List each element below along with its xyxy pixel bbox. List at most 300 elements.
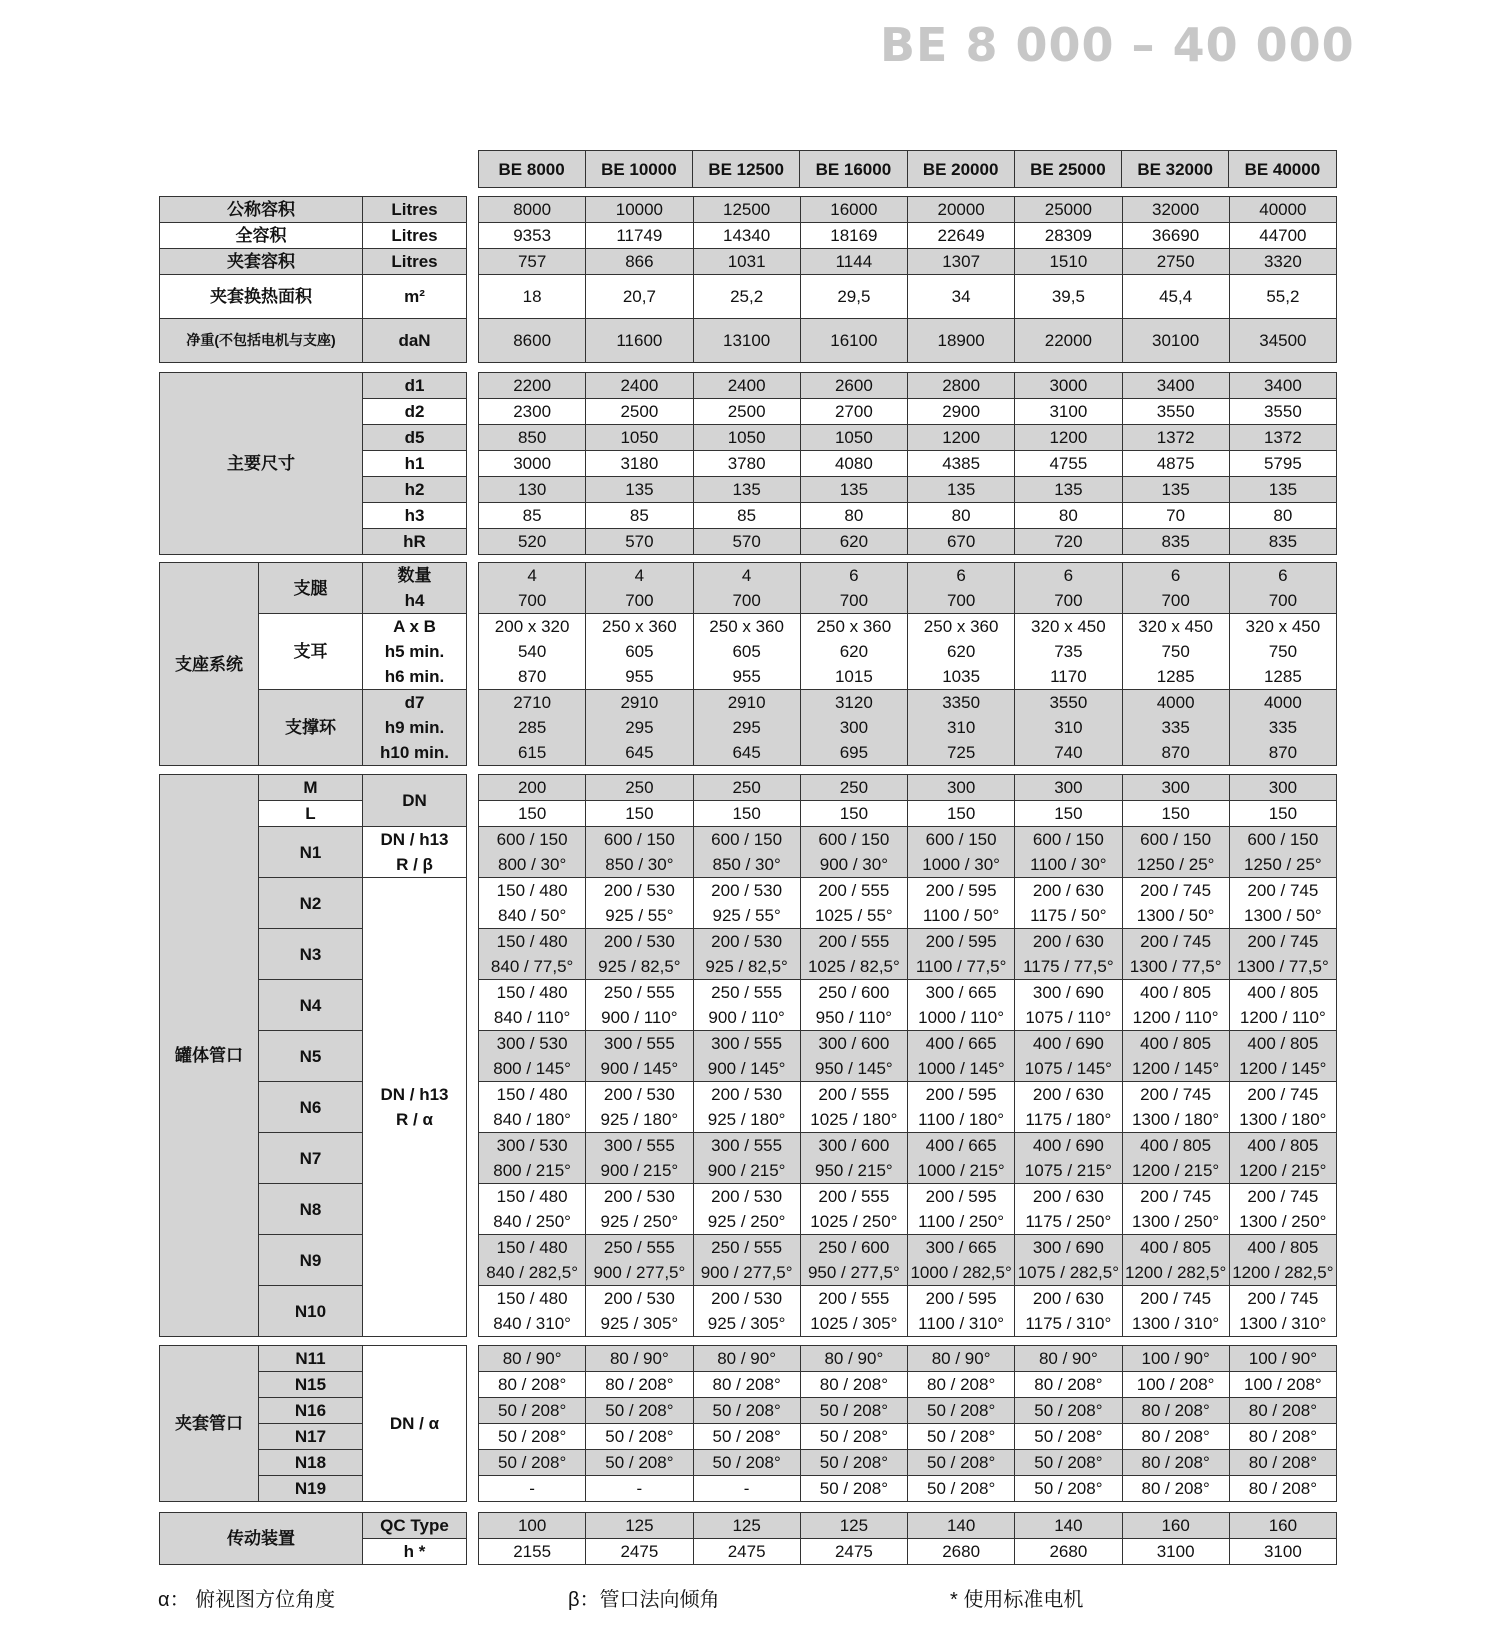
- row-key: d2: [363, 399, 467, 425]
- value-cell: -: [693, 1476, 800, 1502]
- value-cell: 400 / 690 1075 / 145°: [1015, 1031, 1122, 1082]
- value-cell: 55,2: [1229, 275, 1336, 319]
- value-cell: 4080: [800, 451, 907, 477]
- value-cell: 2500: [586, 399, 693, 425]
- value-cell: 200 / 745 1300 / 77,5°: [1229, 929, 1336, 980]
- value-cell: 50 / 208°: [1015, 1398, 1122, 1424]
- column-gap: [467, 980, 479, 1031]
- group-label: 传动装置: [160, 1513, 363, 1565]
- value-cell: 720: [1015, 529, 1122, 555]
- row-key: L: [259, 801, 363, 827]
- value-cell: 1050: [586, 425, 693, 451]
- value-cell: 85: [479, 503, 586, 529]
- value-cell: 50 / 208°: [693, 1398, 800, 1424]
- group-label: 罐体管口: [160, 775, 259, 1337]
- value-cell: -: [479, 1476, 586, 1502]
- value-cell: 1050: [693, 425, 800, 451]
- value-cell: 150: [908, 801, 1015, 827]
- subgroup-label: 支撑环: [259, 690, 363, 766]
- value-cell: 3400: [1229, 373, 1336, 399]
- value-cell: 1200: [1015, 425, 1122, 451]
- column-gap: [467, 1539, 479, 1565]
- row-unit: Litres: [363, 197, 467, 223]
- value-cell: 600 / 150 1100 / 30°: [1015, 827, 1122, 878]
- column-gap: [467, 451, 479, 477]
- value-cell: 100 / 90°: [1229, 1346, 1336, 1372]
- value-cell: 250 / 555 900 / 110°: [586, 980, 693, 1031]
- value-cell: 50 / 208°: [1015, 1450, 1122, 1476]
- value-cell: 100 / 208°: [1229, 1372, 1336, 1398]
- value-cell: 200 / 595 1100 / 50°: [908, 878, 1015, 929]
- value-cell: 200 / 745 1300 / 310°: [1229, 1286, 1336, 1337]
- value-cell: 3400: [1122, 373, 1229, 399]
- note-alpha: α： 俯视图方位角度: [158, 1589, 336, 1611]
- model-header: BE 16000: [800, 151, 907, 188]
- value-cell: 200 / 745 1300 / 250°: [1122, 1184, 1229, 1235]
- value-cell: 200 / 530 925 / 55°: [693, 878, 800, 929]
- value-cell: 4755: [1015, 451, 1122, 477]
- value-cell: 80 / 90°: [908, 1346, 1015, 1372]
- value-cell: 300: [1229, 775, 1336, 801]
- subgroup-label: 支耳: [259, 614, 363, 690]
- value-cell: 12500: [693, 197, 800, 223]
- value-cell: 3100: [1122, 1539, 1229, 1565]
- value-cell: 3000: [1015, 373, 1122, 399]
- model-header: BE 25000: [1014, 151, 1121, 188]
- value-cell: 200 / 530 925 / 82,5°: [586, 929, 693, 980]
- value-cell: 80 / 208°: [1122, 1476, 1229, 1502]
- value-cell: 4 700: [479, 563, 586, 614]
- value-cell: 3550: [1229, 399, 1336, 425]
- value-cell: 135: [693, 477, 800, 503]
- value-cell: 3100: [1229, 1539, 1336, 1565]
- value-cell: 14340: [693, 223, 800, 249]
- group-label: 主要尺寸: [160, 373, 363, 555]
- value-cell: 80 / 208°: [1229, 1398, 1336, 1424]
- value-cell: 6 700: [1229, 563, 1336, 614]
- value-cell: 600 / 150 850 / 30°: [586, 827, 693, 878]
- column-gap: [467, 1235, 479, 1286]
- value-cell: 140: [1015, 1513, 1122, 1539]
- value-cell: 135: [1229, 477, 1336, 503]
- value-cell: 2155: [479, 1539, 586, 1565]
- value-cell: 250 / 555 900 / 110°: [693, 980, 800, 1031]
- value-cell: 200 / 530 925 / 250°: [586, 1184, 693, 1235]
- value-cell: 50 / 208°: [800, 1424, 907, 1450]
- row-key: h3: [363, 503, 467, 529]
- row-key: d5: [363, 425, 467, 451]
- value-cell: 3550: [1122, 399, 1229, 425]
- value-cell: 200 / 630 1175 / 310°: [1015, 1286, 1122, 1337]
- value-cell: 200 / 555 1025 / 180°: [800, 1082, 907, 1133]
- model-header: BE 20000: [907, 151, 1014, 188]
- value-cell: 200 / 530 925 / 55°: [586, 878, 693, 929]
- value-cell: 16000: [800, 197, 907, 223]
- value-cell: 3100: [1015, 399, 1122, 425]
- value-cell: 200 / 530 925 / 180°: [586, 1082, 693, 1133]
- value-cell: 28309: [1015, 223, 1122, 249]
- value-cell: 80 / 208°: [908, 1372, 1015, 1398]
- value-cell: 100: [479, 1513, 586, 1539]
- value-cell: 200 / 555 1025 / 82,5°: [800, 929, 907, 980]
- value-cell: 757: [479, 249, 586, 275]
- row-unit: m²: [363, 275, 467, 319]
- column-gap: [467, 878, 479, 929]
- value-cell: 320 x 450 735 1170: [1015, 614, 1122, 690]
- value-cell: 600 / 150 800 / 30°: [479, 827, 586, 878]
- column-gap: [467, 801, 479, 827]
- value-cell: 4385: [908, 451, 1015, 477]
- value-cell: 50 / 208°: [908, 1450, 1015, 1476]
- value-cell: 400 / 805 1200 / 145°: [1122, 1031, 1229, 1082]
- value-cell: 25000: [1015, 197, 1122, 223]
- value-cell: 80 / 208°: [1122, 1450, 1229, 1476]
- value-cell: 150: [1015, 801, 1122, 827]
- value-cell: 400 / 805 1200 / 282,5°: [1122, 1235, 1229, 1286]
- column-gap: [467, 690, 479, 766]
- value-cell: 80: [1229, 503, 1336, 529]
- value-cell: 300 / 665 1000 / 110°: [908, 980, 1015, 1031]
- value-cell: 20000: [908, 197, 1015, 223]
- value-cell: 400 / 805 1200 / 145°: [1229, 1031, 1336, 1082]
- row-unit: DN / h13 R / α: [363, 878, 467, 1337]
- row-key: N2: [259, 878, 363, 929]
- value-cell: 400 / 805 1200 / 215°: [1122, 1133, 1229, 1184]
- value-cell: 3780: [693, 451, 800, 477]
- value-cell: 250 x 360 605 955: [586, 614, 693, 690]
- value-cell: 70: [1122, 503, 1229, 529]
- row-key: N11: [259, 1346, 363, 1372]
- value-cell: 130: [479, 477, 586, 503]
- value-cell: 160: [1229, 1513, 1336, 1539]
- value-cell: 1307: [908, 249, 1015, 275]
- value-cell: 150: [800, 801, 907, 827]
- value-cell: 30100: [1122, 319, 1229, 363]
- value-cell: 250 / 600 950 / 277,5°: [800, 1235, 907, 1286]
- column-gap: [467, 1372, 479, 1398]
- value-cell: 4 700: [586, 563, 693, 614]
- value-cell: 150 / 480 840 / 282,5°: [479, 1235, 586, 1286]
- value-cell: 80 / 208°: [1229, 1476, 1336, 1502]
- value-cell: 300 / 600 950 / 145°: [800, 1031, 907, 1082]
- row-key: N5: [259, 1031, 363, 1082]
- column-gap: [467, 1513, 479, 1539]
- value-cell: 320 x 450 750 1285: [1229, 614, 1336, 690]
- value-cell: 400 / 805 1200 / 110°: [1122, 980, 1229, 1031]
- value-cell: 1372: [1229, 425, 1336, 451]
- value-cell: 32000: [1122, 197, 1229, 223]
- value-cell: 1200: [908, 425, 1015, 451]
- value-cell: 200 / 745 1300 / 310°: [1122, 1286, 1229, 1337]
- value-cell: 50 / 208°: [800, 1476, 907, 1502]
- row-key: N9: [259, 1235, 363, 1286]
- value-cell: 6 700: [908, 563, 1015, 614]
- value-cell: 670: [908, 529, 1015, 555]
- value-cell: 3320: [1229, 249, 1336, 275]
- value-cell: 80: [800, 503, 907, 529]
- value-cell: 400 / 805 1200 / 282,5°: [1229, 1235, 1336, 1286]
- value-cell: 1144: [800, 249, 907, 275]
- value-cell: 2475: [800, 1539, 907, 1565]
- value-cell: 2475: [586, 1539, 693, 1565]
- value-cell: 600 / 150 900 / 30°: [800, 827, 907, 878]
- value-cell: 140: [908, 1513, 1015, 1539]
- value-cell: 200 / 630 1175 / 50°: [1015, 878, 1122, 929]
- value-cell: 50 / 208°: [479, 1424, 586, 1450]
- value-cell: 2400: [586, 373, 693, 399]
- value-cell: 50 / 208°: [586, 1398, 693, 1424]
- column-gap: [467, 223, 479, 249]
- group-label: 夹套管口: [160, 1346, 259, 1502]
- value-cell: 39,5: [1015, 275, 1122, 319]
- value-cell: 300 / 555 900 / 145°: [586, 1031, 693, 1082]
- value-cell: 11600: [586, 319, 693, 363]
- column-gap: [467, 1398, 479, 1424]
- value-cell: 250 / 600 950 / 110°: [800, 980, 907, 1031]
- row-key: d1: [363, 373, 467, 399]
- value-cell: 200 / 745 1300 / 250°: [1229, 1184, 1336, 1235]
- model-header: BE 12500: [693, 151, 800, 188]
- column-gap: [467, 399, 479, 425]
- value-cell: 866: [586, 249, 693, 275]
- value-cell: 150 / 480 840 / 180°: [479, 1082, 586, 1133]
- value-cell: -: [586, 1476, 693, 1502]
- value-cell: 50 / 208°: [800, 1398, 907, 1424]
- row-key: N8: [259, 1184, 363, 1235]
- note-star: * 使用标准电机: [950, 1589, 1084, 1611]
- value-cell: 45,4: [1122, 275, 1229, 319]
- value-cell: 150 / 480 840 / 250°: [479, 1184, 586, 1235]
- value-cell: 250: [586, 775, 693, 801]
- value-cell: 8600: [479, 319, 586, 363]
- value-cell: 29,5: [800, 275, 907, 319]
- model-header: BE 10000: [585, 151, 692, 188]
- value-cell: 1031: [693, 249, 800, 275]
- value-cell: 3350 310 725: [908, 690, 1015, 766]
- column-gap: [467, 1450, 479, 1476]
- column-gap: [467, 827, 479, 878]
- value-cell: 570: [586, 529, 693, 555]
- value-cell: 10000: [586, 197, 693, 223]
- value-cell: 4000 335 870: [1122, 690, 1229, 766]
- row-key: M: [259, 775, 363, 801]
- value-cell: 125: [586, 1513, 693, 1539]
- value-cell: 250: [693, 775, 800, 801]
- value-cell: 80 / 208°: [1229, 1424, 1336, 1450]
- value-cell: 85: [586, 503, 693, 529]
- value-cell: 835: [1229, 529, 1336, 555]
- value-cell: 200 / 745 1300 / 180°: [1229, 1082, 1336, 1133]
- value-cell: 200 / 555 1025 / 305°: [800, 1286, 907, 1337]
- row-key: N10: [259, 1286, 363, 1337]
- value-cell: 22000: [1015, 319, 1122, 363]
- value-cell: 135: [1015, 477, 1122, 503]
- column-gap: [467, 1424, 479, 1450]
- value-cell: 80 / 208°: [1122, 1398, 1229, 1424]
- row-key: N4: [259, 980, 363, 1031]
- model-header: BE 8000: [478, 151, 585, 188]
- row-key: N3: [259, 929, 363, 980]
- value-cell: 200 / 530 925 / 305°: [586, 1286, 693, 1337]
- value-cell: 135: [908, 477, 1015, 503]
- row-unit: DN: [363, 775, 467, 827]
- column-gap: [467, 1286, 479, 1337]
- value-cell: 200 / 630 1175 / 180°: [1015, 1082, 1122, 1133]
- value-cell: 1372: [1122, 425, 1229, 451]
- value-cell: 2680: [908, 1539, 1015, 1565]
- value-cell: 200 x 320 540 870: [479, 614, 586, 690]
- value-cell: 300 / 555 900 / 145°: [693, 1031, 800, 1082]
- row-key: N16: [259, 1398, 363, 1424]
- value-cell: 4 700: [693, 563, 800, 614]
- column-gap: [467, 1184, 479, 1235]
- value-cell: 40000: [1229, 197, 1336, 223]
- value-cell: 200 / 530 925 / 82,5°: [693, 929, 800, 980]
- value-cell: 50 / 208°: [908, 1476, 1015, 1502]
- value-cell: 250 / 555 900 / 277,5°: [586, 1235, 693, 1286]
- value-cell: 2900: [908, 399, 1015, 425]
- row-label: 公称容积: [160, 197, 363, 223]
- row-unit: daN: [363, 319, 467, 363]
- value-cell: 100 / 208°: [1122, 1372, 1229, 1398]
- value-cell: 6 700: [800, 563, 907, 614]
- value-cell: 200 / 530 925 / 250°: [693, 1184, 800, 1235]
- row-label: 全容积: [160, 223, 363, 249]
- value-cell: 300 / 530 800 / 215°: [479, 1133, 586, 1184]
- value-cell: 20,7: [586, 275, 693, 319]
- value-cell: 160: [1122, 1513, 1229, 1539]
- value-cell: 1510: [1015, 249, 1122, 275]
- value-cell: 200 / 530 925 / 180°: [693, 1082, 800, 1133]
- value-cell: 2500: [693, 399, 800, 425]
- column-gap: [467, 249, 479, 275]
- value-cell: 34: [908, 275, 1015, 319]
- value-cell: 2600: [800, 373, 907, 399]
- row-key: h2: [363, 477, 467, 503]
- value-cell: 2700: [800, 399, 907, 425]
- value-cell: 200 / 745 1300 / 180°: [1122, 1082, 1229, 1133]
- value-cell: 135: [800, 477, 907, 503]
- row-key: N7: [259, 1133, 363, 1184]
- value-cell: 9353: [479, 223, 586, 249]
- value-cell: 6 700: [1122, 563, 1229, 614]
- value-cell: 11749: [586, 223, 693, 249]
- value-cell: 200 / 630 1175 / 250°: [1015, 1184, 1122, 1235]
- value-cell: 300 / 690 1075 / 110°: [1015, 980, 1122, 1031]
- column-gap: [467, 775, 479, 801]
- row-keys: 数量 h4: [363, 563, 467, 614]
- row-label: 夹套容积: [160, 249, 363, 275]
- value-cell: 200 / 555 1025 / 250°: [800, 1184, 907, 1235]
- value-cell: 80 / 90°: [800, 1346, 907, 1372]
- row-key: N19: [259, 1476, 363, 1502]
- value-cell: 18: [479, 275, 586, 319]
- row-keys: d7 h9 min. h10 min.: [363, 690, 467, 766]
- value-cell: 6 700: [1015, 563, 1122, 614]
- row-key: N1: [259, 827, 363, 878]
- row-key: N15: [259, 1372, 363, 1398]
- row-key: h1: [363, 451, 467, 477]
- column-gap: [467, 529, 479, 555]
- column-gap: [467, 1031, 479, 1082]
- row-unit: DN / h13 R / β: [363, 827, 467, 878]
- value-cell: 150: [1122, 801, 1229, 827]
- value-cell: 80 / 208°: [1122, 1424, 1229, 1450]
- value-cell: 135: [586, 477, 693, 503]
- column-gap: [467, 373, 479, 399]
- value-cell: 18169: [800, 223, 907, 249]
- value-cell: 2300: [479, 399, 586, 425]
- row-label: 夹套换热面积: [160, 275, 363, 319]
- value-cell: 44700: [1229, 223, 1336, 249]
- value-cell: 400 / 665 1000 / 145°: [908, 1031, 1015, 1082]
- value-cell: 570: [693, 529, 800, 555]
- value-cell: 200 / 530 925 / 305°: [693, 1286, 800, 1337]
- value-cell: 50 / 208°: [693, 1450, 800, 1476]
- row-unit: DN / α: [363, 1346, 467, 1502]
- value-cell: 400 / 805 1200 / 110°: [1229, 980, 1336, 1031]
- value-cell: 80 / 208°: [586, 1372, 693, 1398]
- value-cell: 600 / 150 1250 / 25°: [1229, 827, 1336, 878]
- value-cell: 150 / 480 840 / 110°: [479, 980, 586, 1031]
- value-cell: 200 / 745 1300 / 77,5°: [1122, 929, 1229, 980]
- column-gap: [467, 929, 479, 980]
- value-cell: 250 x 360 605 955: [693, 614, 800, 690]
- row-label: 净重(不包括电机与支座): [160, 319, 363, 363]
- row-key: h *: [363, 1539, 467, 1565]
- value-cell: 50 / 208°: [586, 1450, 693, 1476]
- page-title: BE 8 000 – 40 000: [880, 18, 1355, 72]
- value-cell: 400 / 665 1000 / 215°: [908, 1133, 1015, 1184]
- value-cell: 150: [1229, 801, 1336, 827]
- value-cell: 250: [800, 775, 907, 801]
- value-cell: 150: [479, 801, 586, 827]
- value-cell: 835: [1122, 529, 1229, 555]
- value-cell: 5795: [1229, 451, 1336, 477]
- value-cell: 200 / 595 1100 / 77,5°: [908, 929, 1015, 980]
- value-cell: 50 / 208°: [1015, 1424, 1122, 1450]
- value-cell: 3180: [586, 451, 693, 477]
- value-cell: 150 / 480 840 / 310°: [479, 1286, 586, 1337]
- subgroup-label: 支腿: [259, 563, 363, 614]
- value-cell: 600 / 150 850 / 30°: [693, 827, 800, 878]
- value-cell: 400 / 805 1200 / 215°: [1229, 1133, 1336, 1184]
- value-cell: 200 / 745 1300 / 50°: [1122, 878, 1229, 929]
- value-cell: 2710 285 615: [479, 690, 586, 766]
- value-cell: 150: [693, 801, 800, 827]
- column-gap: [467, 563, 479, 614]
- value-cell: 50 / 208°: [586, 1424, 693, 1450]
- value-cell: 1050: [800, 425, 907, 451]
- value-cell: 18900: [908, 319, 1015, 363]
- value-cell: 150 / 480 840 / 50°: [479, 878, 586, 929]
- value-cell: 400 / 690 1075 / 215°: [1015, 1133, 1122, 1184]
- value-cell: 85: [693, 503, 800, 529]
- value-cell: 300: [908, 775, 1015, 801]
- value-cell: 50 / 208°: [800, 1450, 907, 1476]
- value-cell: 600 / 150 1250 / 25°: [1122, 827, 1229, 878]
- value-cell: 50 / 208°: [908, 1424, 1015, 1450]
- value-cell: 200 / 595 1100 / 310°: [908, 1286, 1015, 1337]
- value-cell: 600 / 150 1000 / 30°: [908, 827, 1015, 878]
- value-cell: 8000: [479, 197, 586, 223]
- row-unit: Litres: [363, 223, 467, 249]
- value-cell: 36690: [1122, 223, 1229, 249]
- value-cell: 3120 300 695: [800, 690, 907, 766]
- value-cell: 300: [1015, 775, 1122, 801]
- value-cell: 80 / 208°: [693, 1372, 800, 1398]
- value-cell: 620: [800, 529, 907, 555]
